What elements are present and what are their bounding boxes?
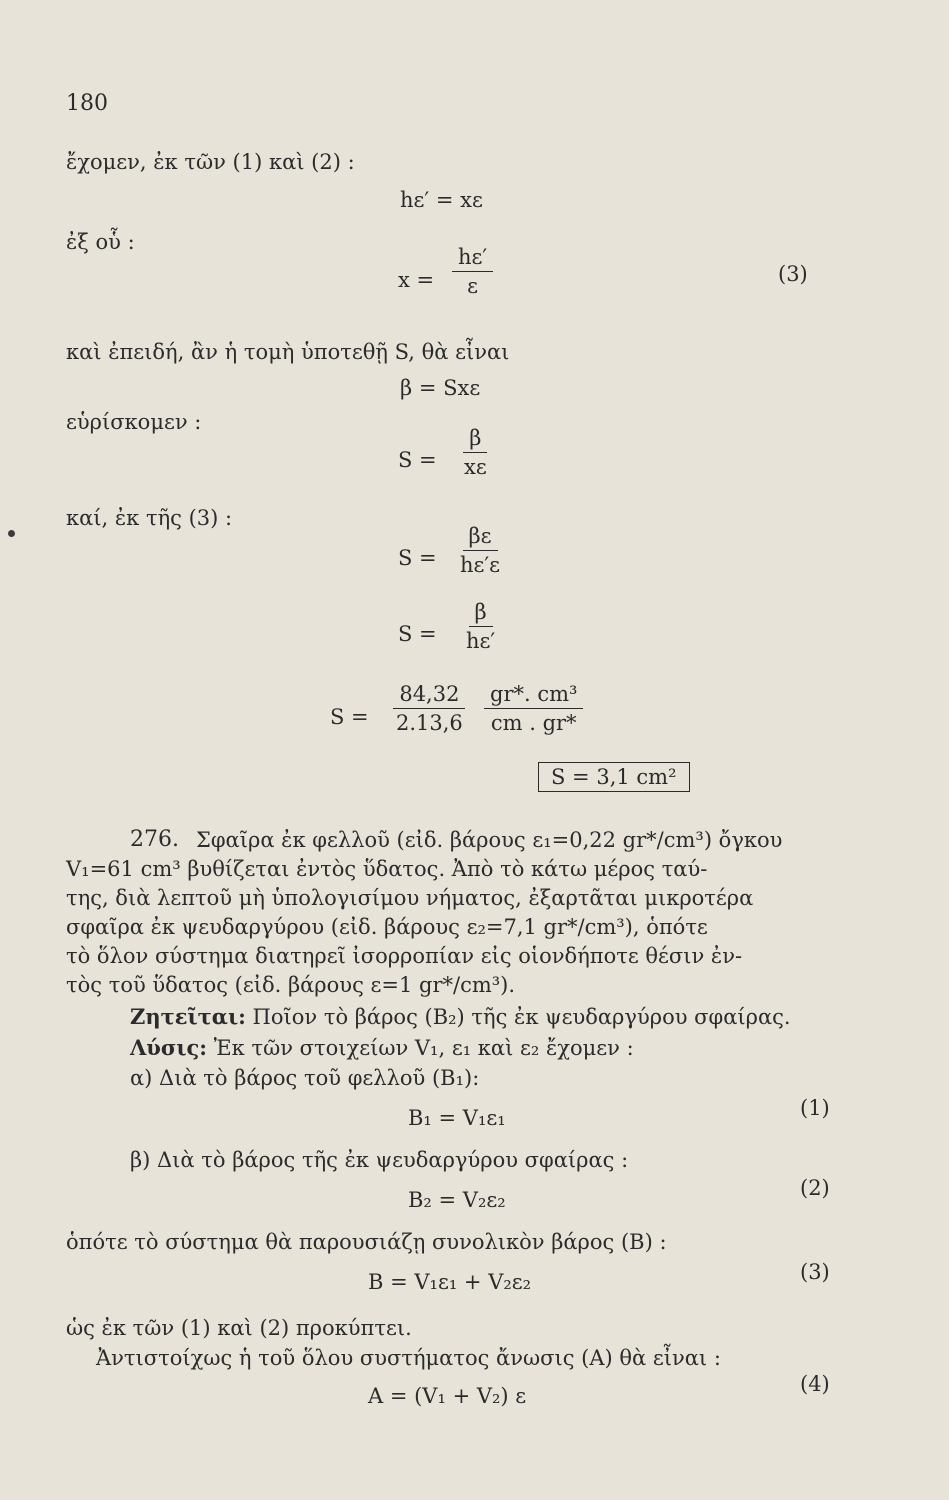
- text-line: καὶ ἐπειδή, ἂν ἡ τομὴ ὑποτεθῇ S, θὰ εἶναι: [66, 340, 510, 364]
- text-line: ἔχομεν, ἐκ τῶν (1) καὶ (2) :: [66, 150, 355, 174]
- numerator: β: [469, 600, 493, 627]
- equation-lhs: x =: [398, 268, 435, 292]
- text-line: Ἀντιστοίχως ἡ τοῦ ὅλου συστήματος ἄνωσις (A) θὰ εἶναι :: [96, 1346, 721, 1370]
- denominator: hε′: [466, 629, 496, 653]
- equation: B₁ = V₁ε₁: [408, 1106, 506, 1130]
- equation-lhs: S =: [330, 705, 369, 729]
- text-line: α) Διὰ τὸ βάρος τοῦ φελλοῦ (B₁):: [130, 1066, 480, 1090]
- fraction: [460, 600, 501, 653]
- problem-number: 276.: [130, 827, 179, 852]
- asked-label: Ζητεῖται:: [130, 1004, 246, 1029]
- denominator: 2.13,6: [396, 711, 463, 735]
- fraction: [390, 682, 469, 735]
- equation: B₂ = V₂ε₂: [408, 1188, 506, 1212]
- equation: B = V₁ε₁ + V₂ε₂: [368, 1270, 532, 1294]
- numerator: βε: [463, 524, 498, 551]
- fraction: [484, 682, 583, 735]
- numerator: gr*. cm³: [484, 682, 583, 709]
- text-line: ὁπότε τὸ σύστημα θὰ παρουσιάζῃ συνολικὸν βάρος (B) :: [66, 1230, 667, 1254]
- equation-number: (2): [800, 1176, 830, 1200]
- equation: A = (V₁ + V₂) ε: [368, 1384, 527, 1408]
- fraction: [452, 245, 493, 298]
- equation: β = Sxε: [400, 376, 481, 400]
- margin-mark: [8, 530, 15, 537]
- text-line: ὡς ἐκ τῶν (1) καὶ (2) προκύπτει.: [66, 1316, 412, 1340]
- denominator: xε: [464, 455, 487, 479]
- equation-lhs: S =: [398, 546, 437, 570]
- denominator: hε′ε: [460, 553, 501, 577]
- equation-lhs: S =: [398, 448, 437, 472]
- page-number: 180: [66, 91, 108, 116]
- problem-line: Σφαῖρα ἐκ φελλοῦ (εἰδ. βάρους ε₁=0,22 gr*/cm³) ὄγκου: [196, 828, 783, 852]
- fraction: [458, 426, 493, 479]
- solution-label: Λύσις:: [130, 1035, 208, 1060]
- numerator: β: [463, 426, 487, 453]
- equation-lhs: S =: [398, 622, 437, 646]
- result-box: S = 3,1 cm²: [538, 762, 690, 792]
- problem-line: σφαῖρα ἐκ ψευδαργύρου (εἰδ. βάρους ε₂=7,1 gr*/cm³), ὁπότε: [66, 915, 708, 939]
- equation-number: (1): [800, 1096, 830, 1120]
- equation: hε′ = xε: [400, 188, 483, 212]
- problem-line: τὸς τοῦ ὕδατος (εἰδ. βάρους ε=1 gr*/cm³).: [66, 973, 516, 997]
- text-line: καί, ἐκ τῆς (3) :: [66, 506, 233, 530]
- equation-number: (3): [778, 262, 808, 286]
- solution-line: [130, 1036, 634, 1060]
- denominator: ε: [467, 274, 479, 298]
- numerator: 84,32: [393, 682, 465, 709]
- text-line: εὑρίσκομεν :: [66, 410, 202, 434]
- text-line: β) Διὰ τὸ βάρος τῆς ἐκ ψευδαργύρου σφαίρας :: [130, 1148, 629, 1172]
- fraction: [454, 524, 506, 577]
- asked-text: Ποῖον τὸ βάρος (B₂) τῆς ἐκ ψευδαργύρου σφαίρας.: [252, 1005, 791, 1029]
- equation-number: (4): [800, 1372, 830, 1396]
- asked-line: [130, 1005, 791, 1029]
- denominator: cm . gr*: [490, 711, 577, 735]
- problem-line: της, διὰ λεπτοῦ μὴ ὑπολογισίμου νήματος, ἐξαρτᾶται μικροτέρα: [66, 886, 754, 910]
- numerator: hε′: [452, 245, 493, 272]
- equation-number: (3): [800, 1260, 830, 1284]
- problem-line: V₁=61 cm³ βυθίζεται ἐντὸς ὕδατος. Ἀπὸ τὸ κάτω μέρος ταύ-: [66, 857, 708, 881]
- solution-text: Ἐκ τῶν στοιχείων V₁, ε₁ καὶ ε₂ ἔχομεν :: [213, 1036, 634, 1060]
- text-line: ἐξ οὗ :: [66, 230, 135, 254]
- problem-line: τὸ ὅλον σύστημα διατηρεῖ ἰσορροπίαν εἰς οἱονδήποτε θέσιν ἐν-: [66, 944, 743, 968]
